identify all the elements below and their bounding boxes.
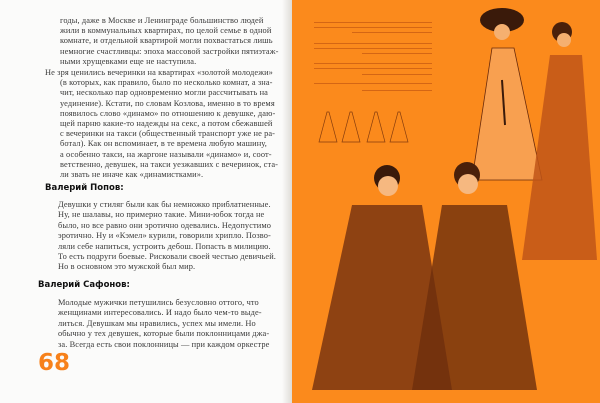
woman-hat-figure [472, 8, 542, 180]
right-page-fashion-illustration [292, 0, 600, 403]
text-line: литься. Девушкам мы нравились, успех мы имели. Но [58, 318, 256, 328]
text-line: ли звать не иначе как «динамистками». [60, 170, 204, 179]
text-line: появилось слово «динамо» по отношению к девушке, даю- [60, 108, 276, 118]
text-line: щей парню какие-то надежды на секс, а потом сбежавшей [60, 119, 273, 128]
section-heading-safonov: Валерий Сафонов: [38, 280, 130, 290]
text-line: было, но все равно они эротично одевались. Недопустимо [58, 220, 272, 230]
text-line: обычно у тех девушек, которые были поклонницами джа- [58, 329, 270, 339]
text-line: жили в коммунальных квартирах, по целой семье в одной [60, 26, 272, 36]
text-line: Молодые мужички петушились безусловно оттого, что [58, 298, 259, 307]
text-line: Девушки у стиляг были как бы немножко приблатненные. [58, 200, 271, 209]
text-line: Не зря ценились вечеринки на квартирах «золотой молодежи» [45, 68, 273, 77]
page-number: 68 [38, 350, 71, 376]
dress-sketches [319, 112, 408, 142]
text-line: ными хрущевками еще не наступила. [60, 56, 197, 66]
text-line: ветственно, девушек, на такси уезжавших с вечеринок, ста- [60, 159, 279, 169]
dress-illustration [292, 0, 600, 403]
text-line: ляли себе напиться, устроить дебош. Попасть в милицию. [58, 241, 271, 251]
text-line: с вечеринки на такси (общественный транспорт уже не ра- [60, 129, 276, 139]
woman-right-front-figure [412, 162, 537, 390]
section-heading-popov: Валерий Попов: [45, 183, 124, 193]
text-line: комнате, и отдельной квартирой могли похвастаться лишь [60, 36, 273, 46]
text-line: Ну, не шалавы, но примерно такие. Мини-юбок тогда не [58, 210, 265, 220]
text-line: немногие счастливцы: эпоха массовой застройки пятиэтаж- [60, 46, 279, 56]
text-line: а особенно такси, на жаргоне называли «динамо» и, соот- [60, 149, 272, 159]
text-line: уединение). Кстати, по словам Козлова, именно в то время [60, 98, 275, 108]
text-line: (в которых, как правило, было по несколько комнат, а зна- [60, 78, 273, 88]
text-line: ботал). Как он вспоминает, в те времена любую машину, [60, 139, 267, 149]
text-line: Но в основном это мужской был мир. [58, 262, 196, 272]
text-line: женщинами интересовались. И надо было чем-то выде- [58, 308, 262, 318]
left-page [0, 0, 292, 403]
text-line: за. Всегда есть свои поклонницы — при каждом оркестре [58, 339, 270, 349]
text-line: эротично. Ну и «Кэмел» курили, говорили хрипло. Позво- [58, 231, 271, 241]
text-line: годы, даже в Москве и Ленинграде большинство людей [60, 16, 264, 25]
text-line: чит, несколько пар одновременно могли рассчитывать на [60, 88, 268, 98]
text-line: То есть подруги боевые. Рисковали своей честью девичьей. [58, 252, 276, 261]
